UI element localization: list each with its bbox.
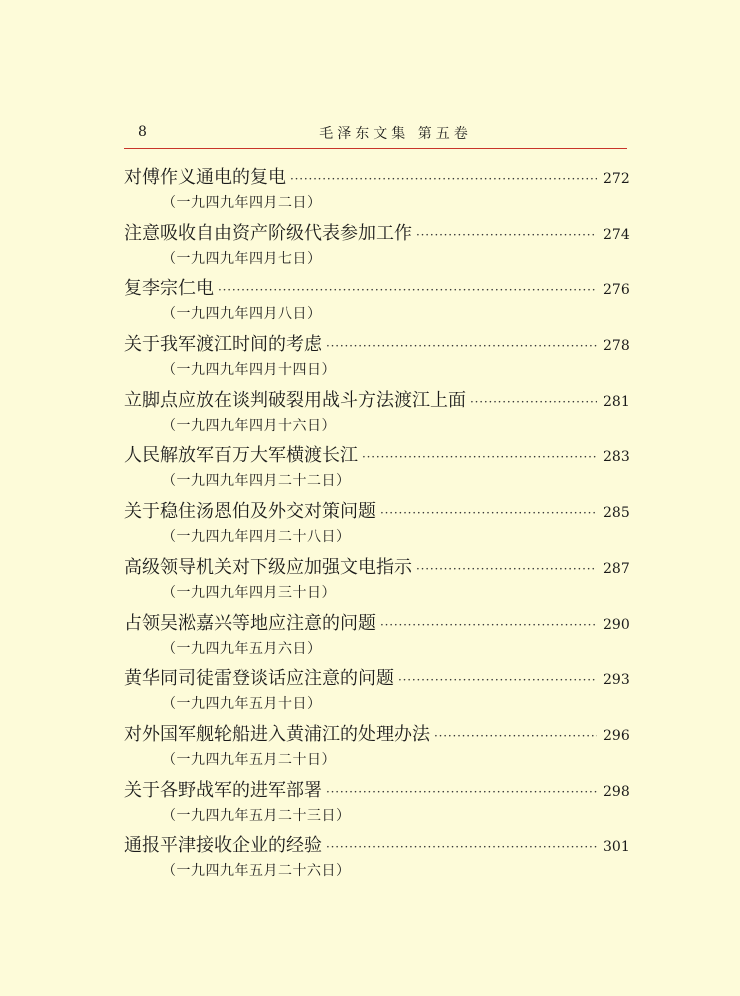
entry-date: （一九四九年四月八日） [162,306,322,323]
entry-page-number: 281 [603,393,630,410]
dot-leader [434,721,597,751]
entry-title: 关于各野战军的进军部署 [124,779,322,801]
entry-title: 占领吴淞嘉兴等地应注意的问题 [124,612,376,634]
entry-title: 注意吸收自由资产阶级代表参加工作 [124,222,412,244]
entry-title: 通报平津接收企业的经验 [124,835,322,857]
entry-date: （一九四九年四月十四日） [162,362,336,379]
toc-entry[interactable] [124,330,630,386]
dot-leader [380,610,597,640]
toc-entry[interactable] [124,831,630,887]
toc-entry[interactable] [124,497,630,553]
page-number: 8 [138,124,147,140]
entry-page-number: 285 [603,505,630,522]
entry-page-number: 283 [603,449,630,466]
toc-entry[interactable] [124,776,630,832]
entry-page-number: 272 [603,171,630,187]
entry-date: （一九四九年五月二十六日） [162,863,351,880]
toc-entry[interactable] [124,274,630,330]
entry-date: （一九四九年五月二十三日） [162,807,351,824]
entry-page-number: 276 [603,282,630,299]
entry-page-number: 287 [603,560,630,577]
entry-title: 对外国军舰轮船进入黄浦江的处理办法 [124,723,430,745]
entry-page-number: 274 [603,226,630,243]
dot-leader [416,220,597,250]
entry-date: （一九四九年四月三十日） [162,584,336,601]
toc-entry[interactable] [124,720,630,776]
toc-entry[interactable] [124,386,630,442]
entry-date: （一九四九年四月二日） [162,195,322,211]
toc-entry[interactable] [124,441,630,497]
dot-leader [362,442,597,472]
dot-leader [326,832,597,862]
toc-entry[interactable] [124,219,630,275]
entry-date: （一九四九年四月七日） [162,250,322,267]
dot-leader [470,387,597,417]
entry-title: 立脚点应放在谈判破裂用战斗方法渡江上面 [124,389,466,411]
dot-leader [398,665,597,695]
entry-title: 高级领导机关对下级应加强文电指示 [124,556,412,578]
entry-title: 复李宗仁电 [124,278,214,300]
entry-date: （一九四九年五月二十日） [162,751,336,768]
entry-date: （一九四九年四月二十八日） [162,529,351,546]
toc-entry[interactable] [124,609,630,665]
entry-date: （一九四九年四月十六日） [162,417,336,434]
dot-leader [326,331,597,361]
entry-page-number: 278 [603,338,630,355]
page-header [124,122,627,149]
dot-leader [416,554,597,584]
dot-leader [380,498,597,528]
entry-page-number: 298 [603,783,630,800]
entry-date: （一九四九年五月六日） [162,640,322,657]
entry-date: （一九四九年四月二十二日） [162,473,351,490]
toc-entry[interactable] [124,163,630,219]
entry-title: 对傅作义通电的复电 [124,167,286,188]
toc-entry[interactable] [124,553,630,609]
entry-page-number: 293 [603,672,630,689]
dot-leader [326,777,597,807]
entry-date: （一九四九年五月十日） [162,696,322,713]
entry-title: 关于稳住汤恩伯及外交对策问题 [124,501,376,523]
dot-leader [290,164,597,194]
toc-entry[interactable] [124,664,630,720]
entry-title: 关于我军渡江时间的考虑 [124,334,322,356]
entry-page-number: 290 [603,616,630,633]
table-of-contents [124,163,630,887]
dot-leader [218,275,597,305]
entry-page-number: 301 [603,839,630,856]
running-title: 毛泽东文集 第五卷 [319,126,472,142]
entry-title: 黄华同司徒雷登谈话应注意的问题 [124,668,394,690]
entry-page-number: 296 [603,727,630,744]
entry-title: 人民解放军百万大军横渡长江 [124,445,358,467]
